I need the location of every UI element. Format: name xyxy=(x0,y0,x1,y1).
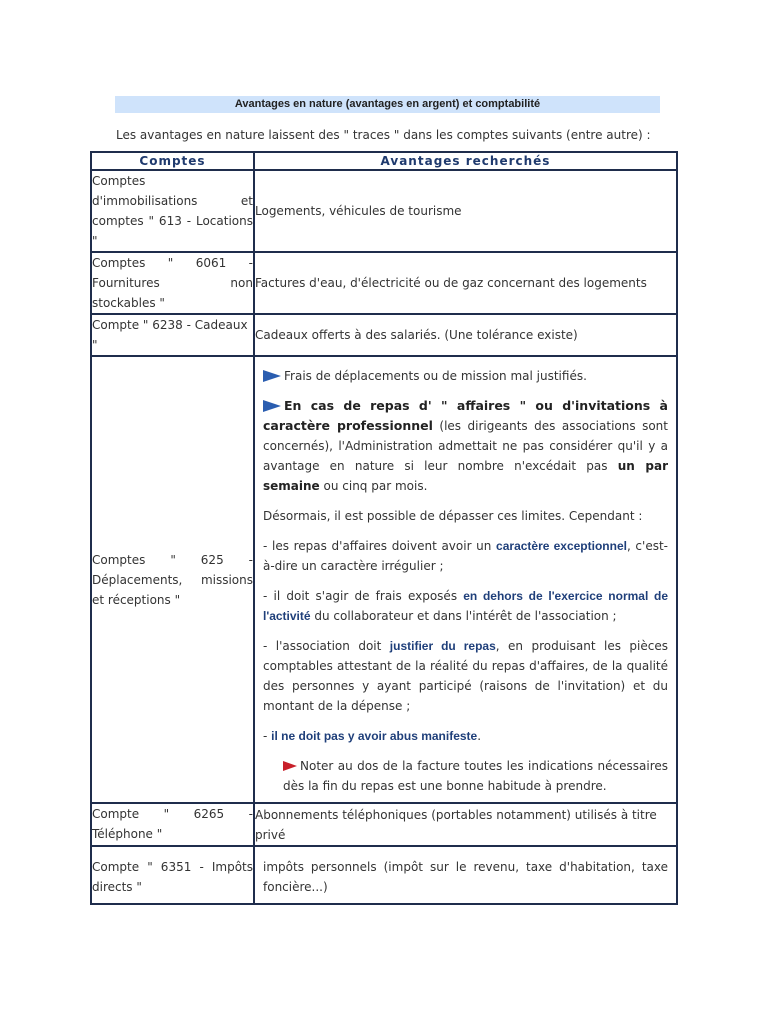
table-row xyxy=(91,170,677,252)
table-row xyxy=(91,356,677,803)
detail-content xyxy=(255,358,676,802)
detail-note: Noter au dos de la facture toutes les indications nécessaires dès la fin du repas est une bonne habitude à prendre. xyxy=(283,758,668,793)
blue-arrow-icon xyxy=(263,400,281,412)
benefit-cell: Cadeaux offerts à des salariés. (Une tolérance existe) xyxy=(254,314,677,356)
detail-paragraph: - les repas d'affaires doivent avoir un caractère exceptionnel, c'est-à-dire un caractère irrégulier ; xyxy=(263,538,668,573)
account-cell: Compte " 6351 - Impôts directs " xyxy=(91,846,254,904)
detail-paragraph: Frais de déplacements ou de mission mal justifiés. xyxy=(263,366,668,386)
table-row xyxy=(91,803,677,846)
benefit-cell: impôts personnels (impôt sur le revenu, taxe d'habitation, taxe foncière...) xyxy=(254,846,677,904)
blue-arrow-icon xyxy=(263,370,281,382)
detail-paragraph: - il doit s'agir de frais exposés en dehors de l'exercice normal de l'activité du collaborateur et dans l'intérêt de l'association ; xyxy=(263,588,668,623)
table-row xyxy=(91,314,677,356)
accounts-table xyxy=(90,151,678,905)
table-row xyxy=(91,252,677,314)
table-header-row xyxy=(91,152,677,170)
detail-paragraph: En cas de repas d' " affaires " ou d'invitations à caractère professionnel (les dirigeants des associations sont concernés), l'Administration admettait ne pas considérer qu'il y a avantage en nature si leur nombre n'excédait pas un par semaine ou cinq par mois. xyxy=(263,397,668,493)
column-header-avantages: Avantages recherchés xyxy=(254,152,677,170)
table-row xyxy=(91,846,677,904)
detail-paragraph: Désormais, il est possible de dépasser ces limites. Cependant : xyxy=(263,508,643,523)
account-cell: Compte " 6238 - Cadeaux " xyxy=(91,314,254,356)
red-arrow-icon xyxy=(283,761,297,771)
account-cell: Compte " 6265 - Téléphone " xyxy=(91,803,254,846)
account-cell: Comptes " 6061 - Fournitures non stockables " xyxy=(91,252,254,314)
detail-paragraph: - il ne doit pas y avoir abus manifeste. xyxy=(263,728,482,743)
detail-cell xyxy=(254,356,677,803)
account-cell: Comptes d'immobilisations et comptes " 613 - Locations " xyxy=(91,170,254,252)
page-title: Avantages en nature (avantages en argent) et comptabilité xyxy=(115,96,660,113)
benefit-cell: Logements, véhicules de tourisme xyxy=(254,170,677,252)
column-header-comptes: Comptes xyxy=(91,152,254,170)
benefit-cell: Factures d'eau, d'électricité ou de gaz concernant des logements xyxy=(254,252,677,314)
benefit-cell: Abonnements téléphoniques (portables notamment) utilisés à titre privé xyxy=(254,803,677,846)
intro-text: Les avantages en nature laissent des " traces " dans les comptes suivants (entre autre) : xyxy=(116,128,651,142)
account-cell: Comptes " 625 - Déplacements, missions et réceptions " xyxy=(91,356,254,803)
detail-paragraph: - l'association doit justifier du repas, en produisant les pièces comptables attestant de la réalité du repas d'affaires, de la qualité des personnes y ayant participé (raisons de l'invitation) et du montant de la dépense ; xyxy=(263,638,668,713)
